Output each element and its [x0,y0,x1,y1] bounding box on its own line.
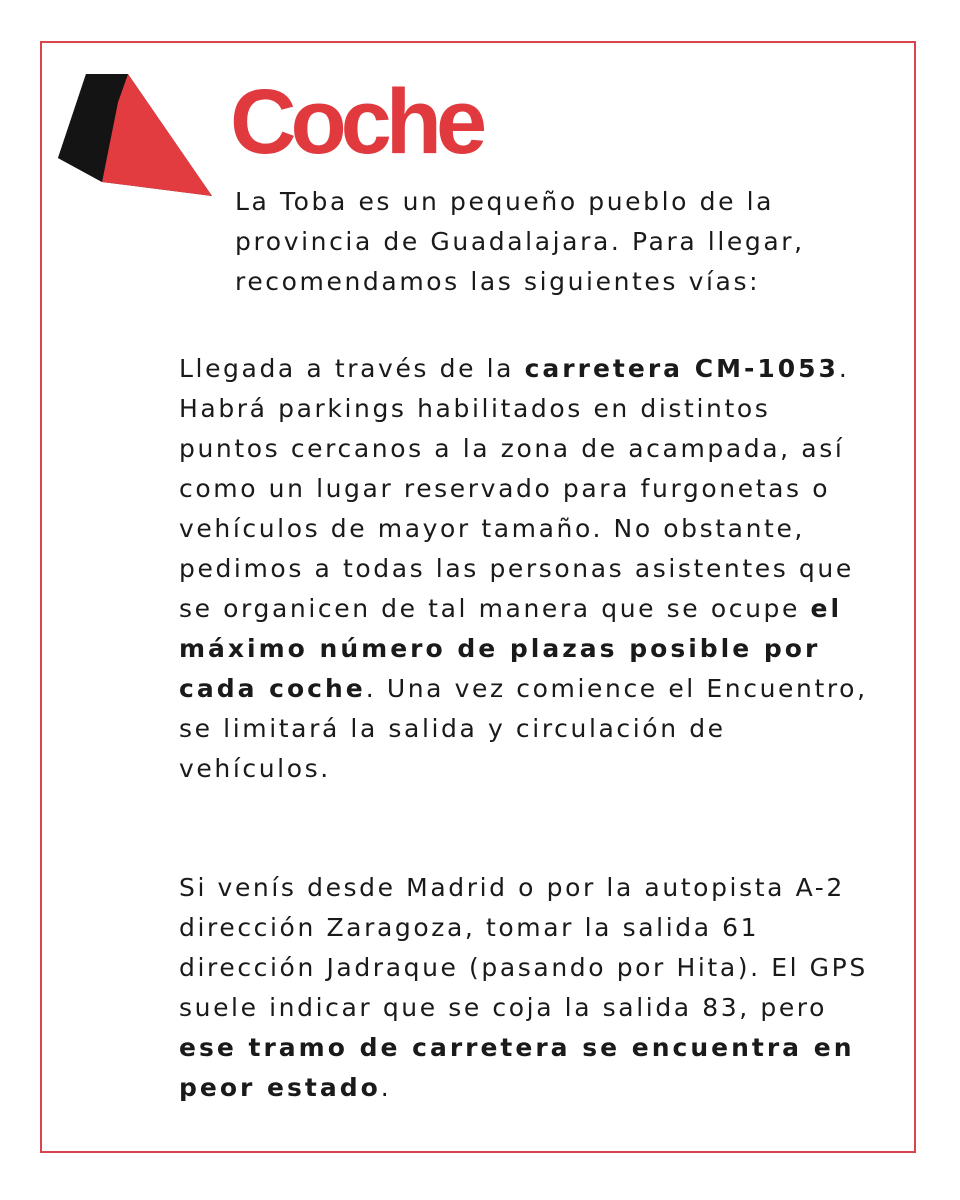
red-black-triangle-logo-icon [56,72,216,200]
paragraph-directions [179,868,879,1108]
paragraph-bold-text: el máximo número de plazas posible por cada coche [179,594,843,703]
paragraph-bold-text: carretera CM-1053 [524,354,839,383]
paragraph-text: Si venís desde Madrid o por la autopista A-2 dirección Zaragoza, tomar la salida 61 dirección Jadraque (pasando por Hita). El GPS suele indicar que se coja la salida 83, pero [179,873,868,1022]
paragraph-text: . Una vez comience el Encuentro, se limitará la salida y circulación de vehículos. [179,674,868,783]
paragraph-text: Llegada a través de la [179,354,525,383]
paragraph-text: . [380,1073,392,1102]
page-title: Coche [230,71,482,173]
paragraph-text: . Habrá parkings habilitados en distintos puntos cercanos a la zona de acampada, así como un lugar reservado para furgonetas o vehículos de mayor tamaño. No obstante, pedimos a todas las personas asistentes que se organicen de tal manera que se ocupe [179,354,854,623]
intro-text: La Toba es un pequeño pueblo de la provincia de Guadalajara. Para llegar, recomendamos las siguientes vías: [235,187,805,296]
paragraph-bold-text: ese tramo de carretera se encuentra en peor estado [179,1033,855,1102]
paragraph-road-access [179,349,879,789]
